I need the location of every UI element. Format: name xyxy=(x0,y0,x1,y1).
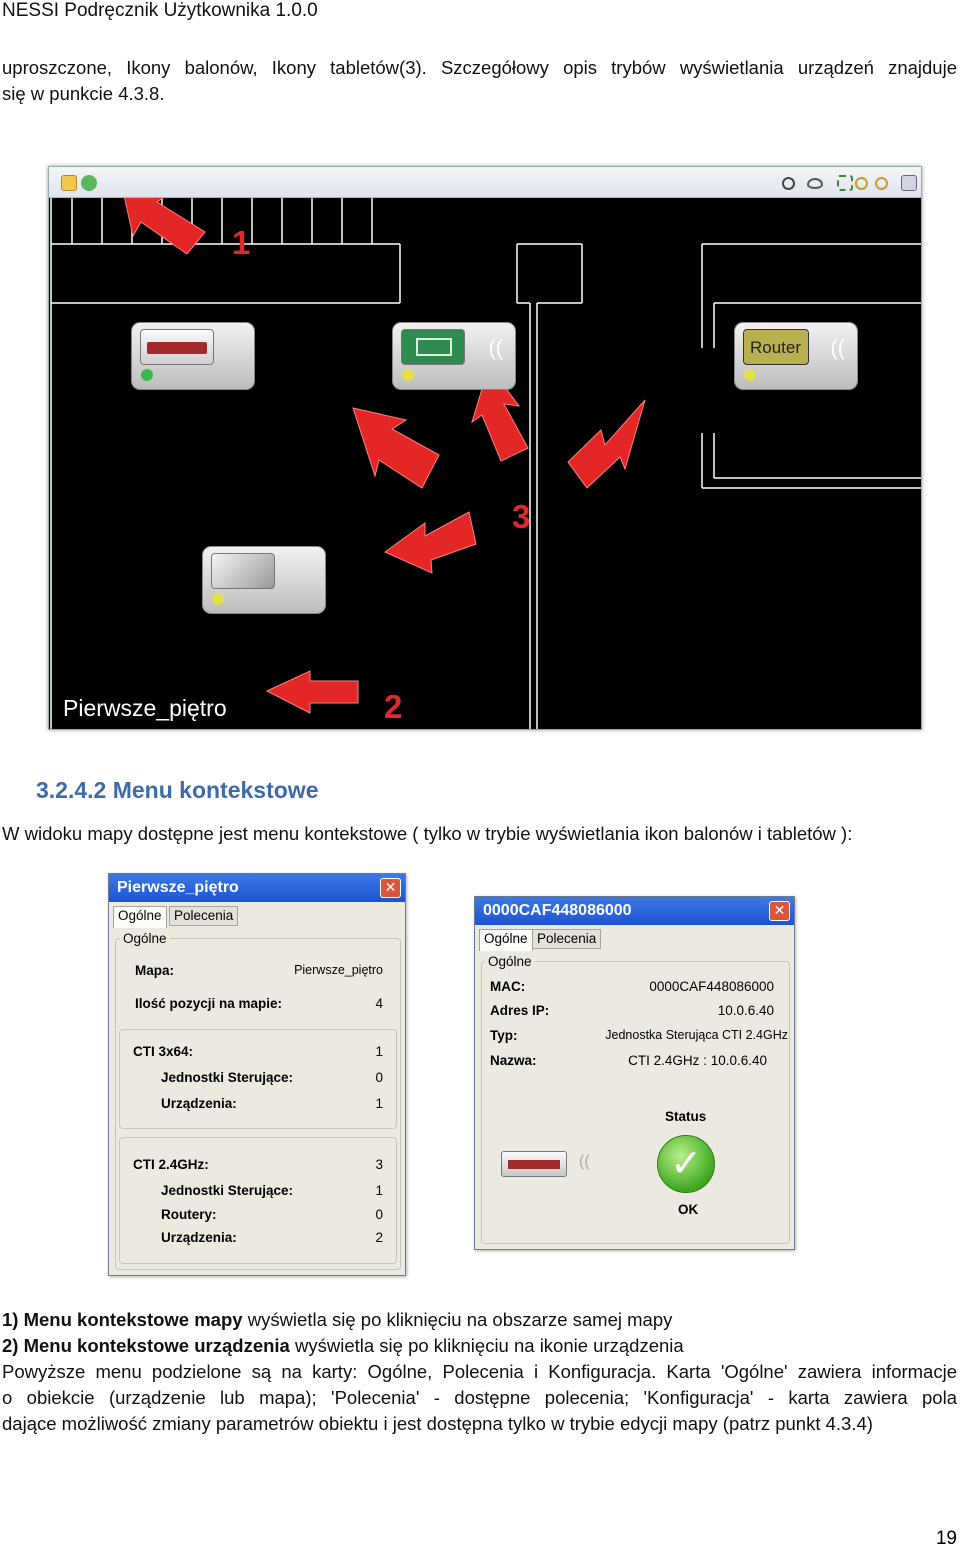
note-1-text: wyświetla się po kliknięciu na obszarze samej mapy xyxy=(242,1309,673,1330)
arrow-marker-3d xyxy=(385,512,476,573)
mac-label: MAC: xyxy=(490,979,526,994)
section-intro: W widoku mapy dostępne jest menu kontekstowe ( tylko w trybie wyświetlania ikon balonów i tabletów ): xyxy=(2,823,853,844)
arrow-marker-3c xyxy=(568,400,645,488)
tab-general[interactable]: Ogólne xyxy=(479,929,533,951)
map-value: Pierwsze_piętro xyxy=(294,963,383,977)
cti24-label: CTI 2.4GHz: xyxy=(133,1157,209,1172)
section-heading: 3.2.4.2 Menu kontekstowe xyxy=(36,777,319,803)
cti64-devices-value: 1 xyxy=(375,1096,383,1111)
exit-sign-thumbnail-icon xyxy=(401,329,465,365)
cti64-units-label: Jednostki Sterujące: xyxy=(161,1070,294,1085)
status-label: Status xyxy=(665,1109,707,1124)
cti24-devices-value: 2 xyxy=(375,1230,383,1245)
wifi-icon: (( xyxy=(830,335,845,360)
red-arrows xyxy=(121,198,645,713)
wifi-icon: (( xyxy=(579,1153,590,1170)
intro-line-2: się w punkcie 4.3.8. xyxy=(2,83,165,104)
cti24-routers-label: Routery: xyxy=(161,1207,217,1222)
cti24-routers-value: 0 xyxy=(375,1207,383,1222)
tab-commands[interactable]: Polecenia xyxy=(532,929,601,949)
device-card-light-fixture[interactable] xyxy=(202,546,326,614)
paragraph-line-3: dające możliwość zmiany parametrów obiektu i jest dostępna tylko w trybie edycji mapy (patrz punkt 4.3.4) xyxy=(2,1413,873,1434)
light-fixture-thumbnail-icon xyxy=(211,553,275,589)
note-2-bold: 2) Menu kontekstowe urządzenia xyxy=(2,1335,290,1356)
paragraph-line-1: Powyższe menu podzielone są na karty: Ogólne, Polecenia i Konfiguracja. Karta 'Ogólne' zawiera informacje xyxy=(2,1361,957,1382)
page-number: 19 xyxy=(935,1528,957,1549)
group-legend: Ogólne xyxy=(120,931,170,946)
floor-plan-walls xyxy=(51,198,921,730)
note-1-bold: 1) Menu kontekstowe mapy xyxy=(2,1309,243,1330)
map-screenshot xyxy=(48,166,922,730)
marker-2-label: 2 xyxy=(384,688,403,725)
device-card-router[interactable] xyxy=(734,322,858,390)
group-legend: Ogólne xyxy=(485,954,535,969)
note-2-text: wyświetla się po kliknięciu na ikonie urządzenia xyxy=(289,1335,684,1356)
cti24-value: 3 xyxy=(375,1157,383,1172)
map-canvas[interactable] xyxy=(49,198,921,730)
document-header: NESSI Podręcznik Użytkownika 1.0.0 xyxy=(2,0,318,21)
zoom-out-icon[interactable] xyxy=(875,177,888,190)
ip-value: 10.0.6.40 xyxy=(717,1003,774,1018)
tab-commands[interactable]: Polecenia xyxy=(169,906,238,926)
controller-thumbnail-icon xyxy=(140,329,214,365)
cti64-units-value: 0 xyxy=(375,1070,383,1085)
cti64-value: 1 xyxy=(375,1044,383,1059)
name-label: Nazwa: xyxy=(490,1053,537,1068)
cti24-units-value: 1 xyxy=(375,1183,383,1198)
cti64-devices-label: Urządzenia: xyxy=(161,1096,237,1111)
controller-icon xyxy=(501,1151,567,1177)
status-ok-icon xyxy=(141,369,153,381)
map-toolbar xyxy=(49,167,921,198)
router-thumbnail xyxy=(743,329,809,365)
type-value: Jednostka Sterująca CTI 2.4GHz xyxy=(605,1028,788,1042)
type-label: Typ: xyxy=(490,1028,518,1043)
arrow-marker-2 xyxy=(267,671,358,713)
map-floor-label: Pierwsze_piętro xyxy=(63,695,227,721)
router-label: Router xyxy=(750,338,802,357)
arrow-marker-3a xyxy=(353,408,439,488)
marker-1-label: 1 xyxy=(232,224,251,261)
name-value: CTI 2.4GHz : 10.0.6.40 xyxy=(628,1053,767,1068)
paragraph-line-2: o obiekcie (urządzenie lub mapa); 'Polecenia' - dostępne polecenia; 'Konfiguracja' - karta zawiera pola xyxy=(2,1387,957,1408)
ip-label: Adres IP: xyxy=(490,1003,550,1018)
status-lamp-icon xyxy=(744,369,756,381)
map-context-dialog[interactable] xyxy=(108,873,406,1276)
cti64-label: CTI 3x64: xyxy=(133,1044,194,1059)
map-label: Mapa: xyxy=(135,963,175,978)
cti24-units-label: Jednostki Sterujące: xyxy=(161,1183,294,1198)
mac-value: 0000CAF448086000 xyxy=(649,979,774,994)
search-icon[interactable] xyxy=(782,177,795,190)
device-context-dialog[interactable] xyxy=(474,896,795,1250)
marker-numbers xyxy=(232,224,530,725)
status-ok-check-icon: ✓ xyxy=(657,1135,715,1193)
marker-3-label: 3 xyxy=(512,498,531,535)
status-lamp-icon xyxy=(402,369,414,381)
tab-general[interactable]: Ogólne xyxy=(113,906,167,928)
close-icon[interactable]: ✕ xyxy=(380,878,401,898)
positions-label: Ilość pozycji na mapie: xyxy=(135,996,283,1011)
refresh-icon[interactable] xyxy=(81,175,97,191)
zoom-in-icon[interactable] xyxy=(855,177,868,190)
wifi-icon: (( xyxy=(488,335,503,360)
note-2 xyxy=(2,1333,684,1359)
status-value: OK xyxy=(678,1202,699,1217)
device-card-exit-sign[interactable] xyxy=(392,322,516,390)
eye-icon[interactable] xyxy=(807,178,823,189)
positions-value: 4 xyxy=(375,996,383,1011)
note-1 xyxy=(2,1307,672,1333)
folder-icon[interactable] xyxy=(61,175,77,191)
device-dialog-title: 0000CAF448086000 xyxy=(475,897,794,925)
map-dialog-title: Pierwsze_piętro xyxy=(109,874,405,902)
cti24-devices-label: Urządzenia: xyxy=(161,1230,237,1245)
status-lamp-icon xyxy=(212,593,224,605)
intro-line-1: uproszczone, Ikony balonów, Ikony tabletów(3). Szczegółowy opis trybów wyświetlania urządzeń znajduje xyxy=(2,57,957,78)
device-card-controller[interactable] xyxy=(131,322,255,390)
close-icon[interactable]: ✕ xyxy=(769,901,790,921)
fit-view-icon[interactable] xyxy=(837,175,853,191)
grid-icon[interactable] xyxy=(901,175,917,191)
